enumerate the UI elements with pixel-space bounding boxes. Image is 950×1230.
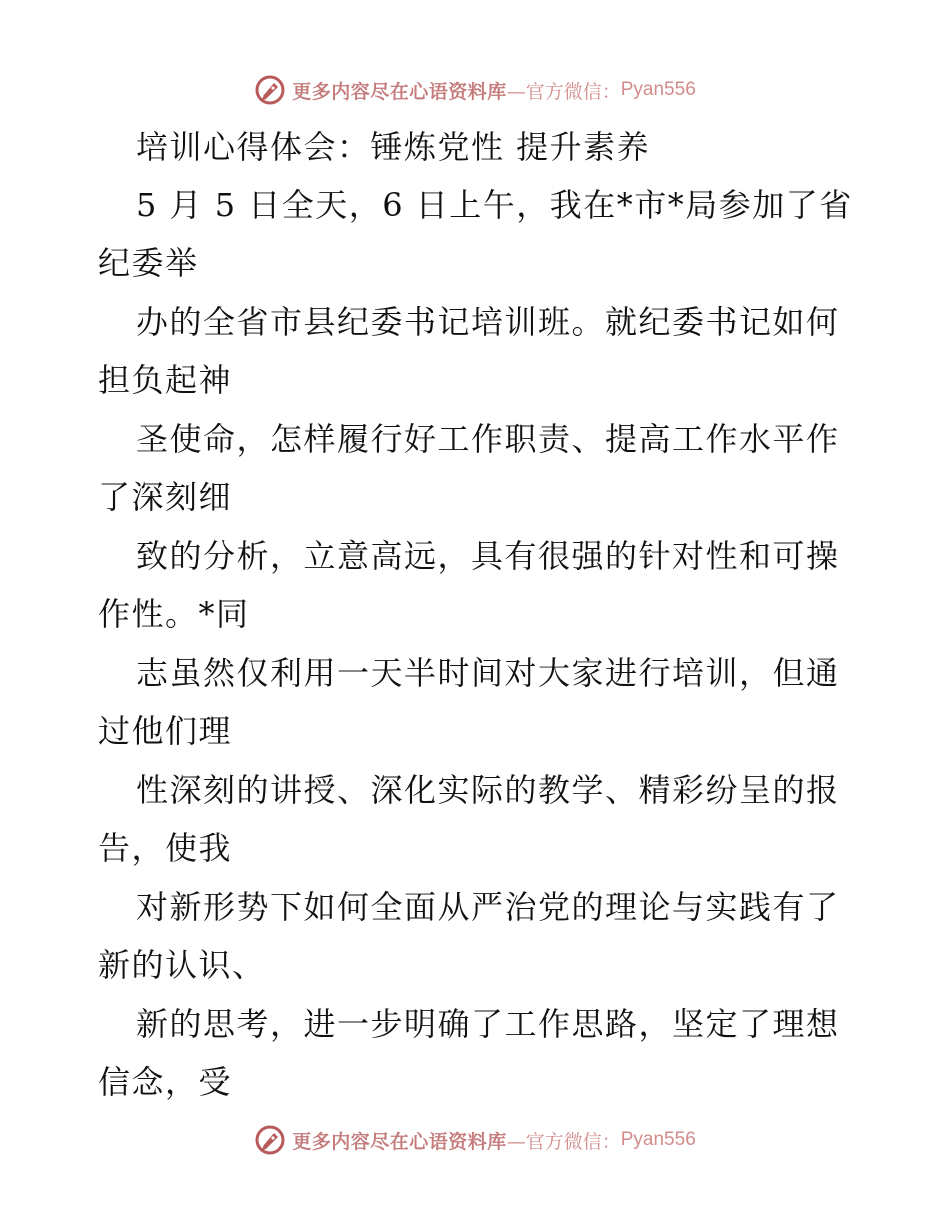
footer-banner <box>0 1120 950 1160</box>
text-line: 作性。*同 <box>98 595 250 633</box>
pen-nib-circle-icon <box>254 1124 286 1156</box>
header-banner <box>0 70 950 110</box>
text-line: 信念，受 <box>98 1063 233 1101</box>
banner-title: 更多内容尽在心语资料库 <box>292 1130 507 1153</box>
banner-wechat-id: Pyan556 <box>620 79 696 100</box>
text-line: 性深刻的讲授、深化实际的教学、精彩纷呈的报 <box>136 771 840 809</box>
text-line: 对新形势下如何全面从严治党的理论与实践有了 <box>136 888 840 926</box>
text-line: 担负起神 <box>98 361 233 399</box>
text-line: 圣使命，怎样履行好工作职责、提高工作水平作 <box>136 420 840 458</box>
text-line: 5 月 5 日全天，6 日上午，我在*市*局参加了省 <box>136 186 853 224</box>
text-line: 纪委举 <box>98 244 199 282</box>
banner-wechat-label: —官方微信： <box>506 80 621 103</box>
banner-wechat-label: —官方微信： <box>506 1130 621 1153</box>
text-line: 办的全省市县纪委书记培训班。就纪委书记如何 <box>136 303 840 341</box>
text-line: 志虽然仅利用一天半时间对大家进行培训，但通 <box>136 654 840 692</box>
banner-title: 更多内容尽在心语资料库 <box>292 80 507 103</box>
text-line: 告，使我 <box>98 829 233 867</box>
text-line: 新的思考，进一步明确了工作思路，坚定了理想 <box>136 1005 840 1043</box>
document-title: 培训心得体会：锤炼党性 提升素养 <box>136 128 651 166</box>
banner-wechat-id: Pyan556 <box>620 1129 696 1150</box>
text-line: 过他们理 <box>98 712 233 750</box>
text-line: 致的分析，立意高远，具有很强的针对性和可操 <box>136 537 840 575</box>
text-line: 新的认识、 <box>98 946 266 984</box>
text-line: 了深刻细 <box>98 478 233 516</box>
pen-nib-circle-icon <box>254 74 286 106</box>
